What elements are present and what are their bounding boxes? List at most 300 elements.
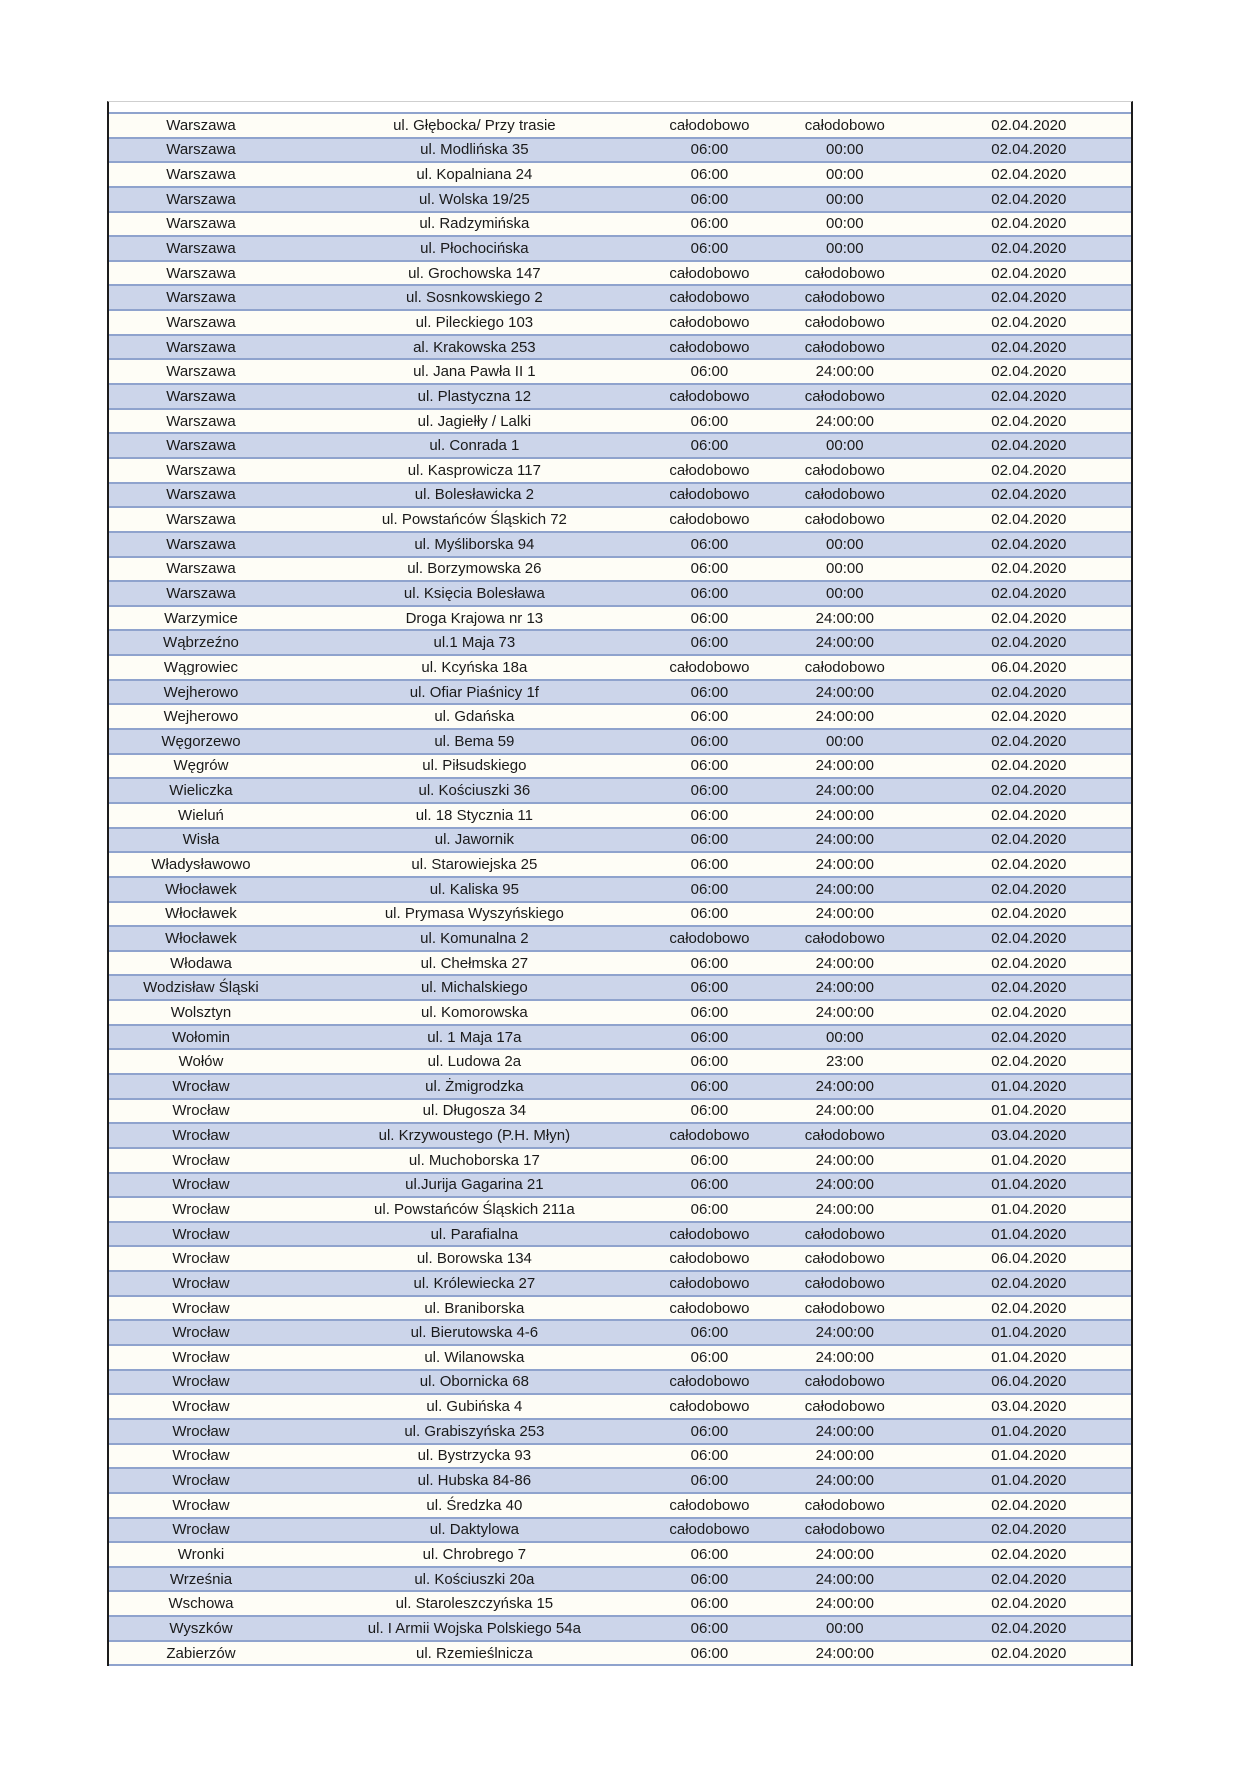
- cell-city: Wrocław: [172, 1077, 230, 1095]
- cell-date: 06.04.2020: [991, 1250, 1067, 1268]
- table-row: [109, 1049, 1131, 1074]
- cell-open-to: całodobowo: [804, 658, 885, 676]
- cell-date: 02.04.2020: [991, 511, 1067, 529]
- cell-address: ul. Hubska 84-86: [417, 1472, 532, 1490]
- table-row: [109, 1099, 1131, 1124]
- cell-city: Wodzisław Śląski: [143, 979, 259, 997]
- cell-open-from: 06:00: [690, 708, 729, 726]
- cell-city: Zabierzów: [166, 1644, 236, 1662]
- cell-city: Wrocław: [172, 1299, 230, 1317]
- cell-open-from: 06:00: [690, 437, 729, 455]
- table-row: [109, 852, 1131, 877]
- cell-city: Wrocław: [172, 1201, 230, 1218]
- cell-date: 02.04.2020: [991, 1028, 1067, 1046]
- cell-address: ul. Wolska 19/25: [419, 190, 530, 208]
- cell-date: 02.04.2020: [991, 387, 1067, 405]
- cell-address: ul. Średzka 40: [426, 1496, 523, 1514]
- cell-open-to: całodobowo: [804, 1250, 885, 1268]
- cell-date: 06.04.2020: [991, 658, 1067, 676]
- cell-open-to: całodobowo: [804, 387, 885, 405]
- cell-address: ul. Chrobrego 7: [422, 1545, 527, 1563]
- cell-address: ul. Muchoborska 17: [408, 1151, 540, 1169]
- cell-address: ul. Sosnkowskiego 2: [405, 289, 543, 307]
- table-row: [109, 162, 1131, 187]
- cell-open-from: 06:00: [690, 215, 729, 233]
- cell-address: ul. Płochocińska: [420, 240, 529, 258]
- cell-city: Warszawa: [166, 338, 236, 356]
- cell-city: Wrocław: [172, 1422, 230, 1440]
- cell-city: Wrocław: [172, 1398, 230, 1416]
- cell-date: 01.04.2020: [991, 1201, 1067, 1218]
- cell-address: al. Krakowska 253: [413, 338, 536, 356]
- cell-address: ul. Królewiecka 27: [413, 1274, 536, 1292]
- table-row: [109, 630, 1131, 655]
- cell-date: 02.04.2020: [991, 363, 1067, 381]
- cell-open-from: 06:00: [690, 1619, 729, 1637]
- cell-open-to: 00:00: [826, 141, 864, 159]
- cell-open-to: całodobowo: [804, 289, 885, 307]
- cell-open-to: 24:00:00: [815, 683, 875, 701]
- cell-open-from: 06:00: [690, 166, 729, 184]
- cell-date: 02.04.2020: [991, 1570, 1067, 1588]
- cell-open-from: 06:00: [690, 1447, 729, 1465]
- cell-open-to: 00:00: [826, 1028, 864, 1046]
- cell-date: 01.04.2020: [991, 1348, 1067, 1366]
- cell-open-to: całodobowo: [804, 1373, 885, 1391]
- table-row: [109, 113, 1131, 138]
- cell-date: 02.04.2020: [991, 560, 1067, 578]
- table-row: [109, 1246, 1131, 1271]
- table-row: [109, 1493, 1131, 1518]
- cell-open-to: całodobowo: [804, 1127, 885, 1145]
- cell-city: Wejherowo: [163, 683, 239, 701]
- cell-open-to: 24:00:00: [815, 1077, 875, 1095]
- table-row: [109, 187, 1131, 212]
- cell-open-from: całodobowo: [669, 387, 750, 405]
- cell-city: Warszawa: [166, 535, 236, 553]
- cell-date: 02.04.2020: [991, 166, 1067, 184]
- cell-address: ul. Radzymińska: [419, 215, 530, 233]
- cell-open-from: całodobowo: [669, 1299, 750, 1317]
- cell-address: ul. Michalskiego: [421, 979, 528, 997]
- cell-date: 02.04.2020: [991, 1545, 1067, 1563]
- cell-address: Droga Krajowa nr 13: [405, 609, 544, 627]
- cell-city: Wieluń: [178, 806, 224, 824]
- cell-address: ul. Braniborska: [424, 1299, 525, 1317]
- cell-city: Warszawa: [166, 461, 236, 479]
- locations-table: [109, 112, 1131, 1666]
- cell-date: 01.04.2020: [991, 1225, 1067, 1243]
- table-row: [109, 335, 1131, 360]
- cell-date: 02.04.2020: [991, 1521, 1067, 1539]
- cell-open-from: 06:00: [690, 190, 729, 208]
- cell-address: ul. Jawornik: [434, 831, 514, 849]
- cell-address: ul. Starowiejska 25: [411, 856, 538, 874]
- table-row: [109, 458, 1131, 483]
- table-row: [109, 236, 1131, 261]
- cell-open-to: całodobowo: [804, 929, 885, 947]
- cell-date: 02.04.2020: [991, 880, 1067, 898]
- cell-date: 02.04.2020: [991, 732, 1067, 750]
- locations-table-container: [107, 101, 1133, 1666]
- cell-address: ul. Conrada 1: [429, 437, 520, 455]
- table-row: [109, 1591, 1131, 1616]
- table-row: [109, 951, 1131, 976]
- cell-open-from: 06:00: [690, 1644, 729, 1662]
- cell-date: 02.04.2020: [991, 683, 1067, 701]
- cell-address: ul. Prymasa Wyszyńskiego: [384, 905, 564, 923]
- cell-date: 01.04.2020: [991, 1472, 1067, 1490]
- cell-open-to: 24:00:00: [815, 363, 875, 381]
- table-row: [109, 877, 1131, 902]
- cell-date: 02.04.2020: [991, 1003, 1067, 1021]
- cell-open-to: 00:00: [826, 240, 864, 258]
- cell-city: Wronki: [177, 1545, 225, 1563]
- cell-city: Wrocław: [172, 1102, 230, 1120]
- cell-open-to: 00:00: [826, 1619, 864, 1637]
- cell-address: ul. Gdańska: [434, 708, 515, 726]
- cell-open-from: całodobowo: [669, 289, 750, 307]
- table-row: [109, 1025, 1131, 1050]
- cell-open-to: 24:00:00: [815, 831, 875, 849]
- cell-address: ul. Krzywoustego (P.H. Młyn): [378, 1127, 571, 1145]
- cell-open-to: całodobowo: [804, 1521, 885, 1539]
- cell-open-to: 24:00:00: [815, 979, 875, 997]
- cell-date: 02.04.2020: [991, 215, 1067, 233]
- table-row: [109, 902, 1131, 927]
- cell-open-from: całodobowo: [669, 264, 750, 282]
- cell-date: 02.04.2020: [991, 289, 1067, 307]
- table-row: [109, 1074, 1131, 1099]
- cell-open-to: 24:00:00: [815, 856, 875, 874]
- cell-date: 02.04.2020: [991, 190, 1067, 208]
- cell-open-from: całodobowo: [669, 313, 750, 331]
- cell-date: 02.04.2020: [991, 486, 1067, 504]
- cell-address: ul. Długosza 34: [422, 1102, 527, 1120]
- table-row: [109, 754, 1131, 779]
- cell-date: 02.04.2020: [991, 461, 1067, 479]
- cell-date: 02.04.2020: [991, 240, 1067, 258]
- table-row: [109, 532, 1131, 557]
- table-row: [109, 581, 1131, 606]
- cell-address: ul. Chełmska 27: [420, 954, 529, 972]
- cell-address: ul. Ofiar Piaśnicy 1f: [409, 683, 539, 701]
- cell-address: ul. Bema 59: [434, 732, 515, 750]
- cell-city: Wolsztyn: [170, 1003, 232, 1021]
- cell-city: Warszawa: [166, 412, 236, 430]
- cell-address: ul.Jurija Gagarina 21: [405, 1176, 544, 1194]
- cell-address: ul. Powstańców Śląskich 211a: [374, 1201, 575, 1218]
- cell-open-from: całodobowo: [669, 338, 750, 356]
- cell-open-to: 24:00:00: [815, 609, 875, 627]
- cell-open-from: całodobowo: [669, 929, 750, 947]
- table-row: [109, 1173, 1131, 1198]
- cell-date: 02.04.2020: [991, 782, 1067, 800]
- table-row: [109, 1123, 1131, 1148]
- cell-address: ul. Grochowska 147: [408, 264, 541, 282]
- cell-date: 02.04.2020: [991, 806, 1067, 824]
- cell-date: 02.04.2020: [991, 412, 1067, 430]
- cell-open-to: 24:00:00: [815, 905, 875, 923]
- cell-city: Wisła: [182, 831, 220, 849]
- cell-open-from: całodobowo: [669, 1127, 750, 1145]
- cell-city: Wągrowiec: [163, 658, 239, 676]
- cell-city: Wschowa: [168, 1595, 234, 1613]
- cell-city: Wrocław: [172, 1472, 230, 1490]
- cell-address: ul.1 Maja 73: [433, 634, 516, 652]
- cell-address: ul. Kcyńska 18a: [421, 658, 528, 676]
- cell-date: 02.04.2020: [991, 757, 1067, 775]
- cell-date: 02.04.2020: [991, 1595, 1067, 1613]
- cell-city: Wołów: [178, 1053, 224, 1071]
- table-row: [109, 1271, 1131, 1296]
- cell-open-from: 06:00: [690, 535, 729, 553]
- cell-address: ul. Głębocka/ Przy trasie: [393, 116, 556, 134]
- cell-open-to: 23:00: [826, 1053, 864, 1071]
- cell-city: Warszawa: [166, 215, 236, 233]
- cell-open-from: 06:00: [690, 609, 729, 627]
- cell-open-from: 06:00: [690, 683, 729, 701]
- cell-open-from: całodobowo: [669, 1521, 750, 1539]
- cell-date: 02.04.2020: [991, 634, 1067, 652]
- cell-open-to: 00:00: [826, 215, 864, 233]
- cell-city: Wrocław: [172, 1521, 230, 1539]
- cell-address: ul. Staroleszczyńska 15: [395, 1595, 554, 1613]
- cell-address: ul. Żmigrodzka: [425, 1077, 524, 1095]
- cell-open-from: 06:00: [690, 1053, 729, 1071]
- cell-open-from: 06:00: [690, 1324, 729, 1342]
- cell-date: 02.04.2020: [991, 141, 1067, 159]
- cell-open-to: całodobowo: [804, 511, 885, 529]
- cell-date: 01.04.2020: [991, 1176, 1067, 1194]
- table-row: [109, 483, 1131, 508]
- cell-date: 02.04.2020: [991, 1496, 1067, 1514]
- cell-address: ul. I Armii Wojska Polskiego 54a: [367, 1619, 581, 1637]
- cell-open-from: 06:00: [690, 412, 729, 430]
- table-row: [109, 1444, 1131, 1469]
- table-row: [109, 778, 1131, 803]
- cell-open-from: 06:00: [690, 1570, 729, 1588]
- cell-city: Wrocław: [172, 1274, 230, 1292]
- table-row: [109, 261, 1131, 286]
- cell-date: 02.04.2020: [991, 313, 1067, 331]
- cell-address: ul. Księcia Bolesława: [403, 584, 545, 602]
- cell-open-to: 24:00:00: [815, 1570, 875, 1588]
- cell-address: ul. Rzemieślnicza: [416, 1644, 533, 1662]
- cell-date: 01.04.2020: [991, 1324, 1067, 1342]
- cell-open-to: całodobowo: [804, 1225, 885, 1243]
- cell-address: ul. Kościuszki 20a: [414, 1570, 535, 1588]
- cell-address: ul. Borzymowska 26: [407, 560, 542, 578]
- cell-open-from: całodobowo: [669, 1398, 750, 1416]
- cell-open-from: 06:00: [690, 806, 729, 824]
- cell-date: 02.04.2020: [991, 1274, 1067, 1292]
- cell-open-to: 24:00:00: [815, 954, 875, 972]
- cell-open-from: 06:00: [690, 584, 729, 602]
- cell-open-to: 24:00:00: [815, 757, 875, 775]
- cell-open-from: całodobowo: [669, 1250, 750, 1268]
- cell-open-to: całodobowo: [804, 1496, 885, 1514]
- cell-city: Września: [169, 1570, 233, 1588]
- cell-open-from: całodobowo: [669, 1496, 750, 1514]
- table-row: [109, 507, 1131, 532]
- cell-address: ul. Grabiszyńska 253: [404, 1422, 545, 1440]
- cell-city: Włocławek: [165, 880, 237, 898]
- cell-city: Wrocław: [172, 1225, 230, 1243]
- cell-city: Warszawa: [166, 363, 236, 381]
- cell-open-from: 06:00: [690, 1176, 729, 1194]
- cell-open-from: 06:00: [690, 1472, 729, 1490]
- table-row: [109, 1641, 1131, 1666]
- cell-address: ul. Piłsudskiego: [422, 757, 527, 775]
- cell-city: Węgorzewo: [161, 732, 241, 750]
- cell-open-from: 06:00: [690, 905, 729, 923]
- cell-open-from: 06:00: [690, 141, 729, 159]
- cell-open-from: całodobowo: [669, 116, 750, 134]
- table-row: [109, 975, 1131, 1000]
- table-row: [109, 828, 1131, 853]
- table-row: [109, 655, 1131, 680]
- table-row: [109, 1000, 1131, 1025]
- table-row: [109, 606, 1131, 631]
- cell-date: 02.04.2020: [991, 609, 1067, 627]
- cell-open-to: całodobowo: [804, 1274, 885, 1292]
- cell-open-to: 24:00:00: [815, 880, 875, 898]
- cell-open-from: całodobowo: [669, 1274, 750, 1292]
- cell-date: 01.04.2020: [991, 1077, 1067, 1095]
- table-row: [109, 1296, 1131, 1321]
- cell-open-from: całodobowo: [669, 461, 750, 479]
- cell-open-from: 06:00: [690, 757, 729, 775]
- table-row: [109, 285, 1131, 310]
- cell-open-to: całodobowo: [804, 1398, 885, 1416]
- table-row: [109, 359, 1131, 384]
- cell-date: 02.04.2020: [991, 535, 1067, 553]
- cell-open-to: całodobowo: [804, 1299, 885, 1317]
- cell-open-to: 24:00:00: [815, 634, 875, 652]
- cell-open-from: całodobowo: [669, 1373, 750, 1391]
- cell-open-to: 24:00:00: [815, 1447, 875, 1465]
- cell-address: ul. 1 Maja 17a: [427, 1028, 522, 1046]
- cell-city: Wejherowo: [163, 708, 239, 726]
- page-break-sliver: [109, 102, 1131, 112]
- cell-city: Włocławek: [165, 905, 237, 923]
- table-row: [109, 1222, 1131, 1247]
- cell-city: Wrocław: [172, 1373, 230, 1391]
- cell-city: Warszawa: [166, 116, 236, 134]
- cell-city: Włodawa: [170, 954, 232, 972]
- cell-open-from: 06:00: [690, 1003, 729, 1021]
- cell-open-to: 24:00:00: [815, 1201, 875, 1218]
- cell-city: Warszawa: [166, 313, 236, 331]
- cell-city: Warszawa: [166, 240, 236, 258]
- cell-city: Warszawa: [166, 387, 236, 405]
- cell-open-to: całodobowo: [804, 486, 885, 504]
- cell-date: 02.04.2020: [991, 905, 1067, 923]
- cell-open-from: 06:00: [690, 1077, 729, 1095]
- cell-date: 02.04.2020: [991, 116, 1067, 134]
- table-row: [109, 1394, 1131, 1419]
- cell-date: 01.04.2020: [991, 1151, 1067, 1169]
- table-row: [109, 1542, 1131, 1567]
- cell-open-from: całodobowo: [669, 658, 750, 676]
- cell-address: ul. Wilanowska: [424, 1348, 525, 1366]
- cell-open-from: 06:00: [690, 880, 729, 898]
- cell-date: 01.04.2020: [991, 1102, 1067, 1120]
- cell-city: Warszawa: [166, 511, 236, 529]
- cell-open-from: 06:00: [690, 240, 729, 258]
- cell-city: Wieliczka: [169, 782, 233, 800]
- cell-open-from: 06:00: [690, 954, 729, 972]
- cell-open-to: 00:00: [826, 732, 864, 750]
- cell-date: 02.04.2020: [991, 1299, 1067, 1317]
- cell-city: Włocławek: [165, 929, 237, 947]
- cell-address: ul. Kaliska 95: [429, 880, 519, 898]
- cell-date: 03.04.2020: [991, 1398, 1067, 1416]
- cell-open-from: całodobowo: [669, 1225, 750, 1243]
- cell-open-to: całodobowo: [804, 461, 885, 479]
- cell-open-to: 24:00:00: [815, 1324, 875, 1342]
- cell-open-from: 06:00: [690, 831, 729, 849]
- cell-city: Wrocław: [172, 1447, 230, 1465]
- cell-open-to: 24:00:00: [815, 806, 875, 824]
- cell-city: Wrocław: [172, 1151, 230, 1169]
- cell-open-from: 06:00: [690, 1201, 729, 1218]
- cell-date: 03.04.2020: [991, 1127, 1067, 1145]
- cell-city: Węgrów: [173, 757, 229, 775]
- cell-date: 02.04.2020: [991, 856, 1067, 874]
- cell-open-from: całodobowo: [669, 511, 750, 529]
- cell-open-to: 24:00:00: [815, 1102, 875, 1120]
- cell-open-to: 24:00:00: [815, 1176, 875, 1194]
- cell-date: 02.04.2020: [991, 929, 1067, 947]
- cell-address: ul. Jagiełły / Lalki: [417, 412, 532, 430]
- cell-address: ul. Kasprowicza 117: [407, 461, 541, 479]
- cell-open-from: 06:00: [690, 1545, 729, 1563]
- cell-open-to: 24:00:00: [815, 782, 875, 800]
- cell-address: ul. Bierutowska 4-6: [410, 1324, 539, 1342]
- cell-open-to: 00:00: [826, 190, 864, 208]
- cell-city: Warszawa: [166, 560, 236, 578]
- cell-open-to: 24:00:00: [815, 1472, 875, 1490]
- cell-city: Wrocław: [172, 1324, 230, 1342]
- cell-date: 02.04.2020: [991, 437, 1067, 455]
- cell-open-from: 06:00: [690, 1422, 729, 1440]
- table-row: [109, 1616, 1131, 1641]
- cell-address: ul. Ludowa 2a: [427, 1053, 522, 1071]
- cell-address: ul. Obornicka 68: [419, 1373, 529, 1391]
- table-row: [109, 1518, 1131, 1543]
- cell-city: Warszawa: [166, 264, 236, 282]
- cell-date: 02.04.2020: [991, 1644, 1067, 1662]
- cell-address: ul. 18 Stycznia 11: [415, 806, 533, 824]
- table-row: [109, 1148, 1131, 1173]
- cell-open-to: 00:00: [826, 560, 864, 578]
- cell-city: Warszawa: [166, 289, 236, 307]
- table-row: [109, 1419, 1131, 1444]
- cell-city: Wrocław: [172, 1127, 230, 1145]
- table-row: [109, 704, 1131, 729]
- table-row: [109, 409, 1131, 434]
- cell-open-to: całodobowo: [804, 116, 885, 134]
- cell-open-from: 06:00: [690, 1102, 729, 1120]
- cell-open-from: 06:00: [690, 363, 729, 381]
- cell-open-from: 06:00: [690, 732, 729, 750]
- table-row: [109, 1345, 1131, 1370]
- cell-address: ul. Gubińska 4: [426, 1398, 523, 1416]
- cell-open-to: 00:00: [826, 437, 864, 455]
- cell-address: ul. Daktylowa: [429, 1521, 519, 1539]
